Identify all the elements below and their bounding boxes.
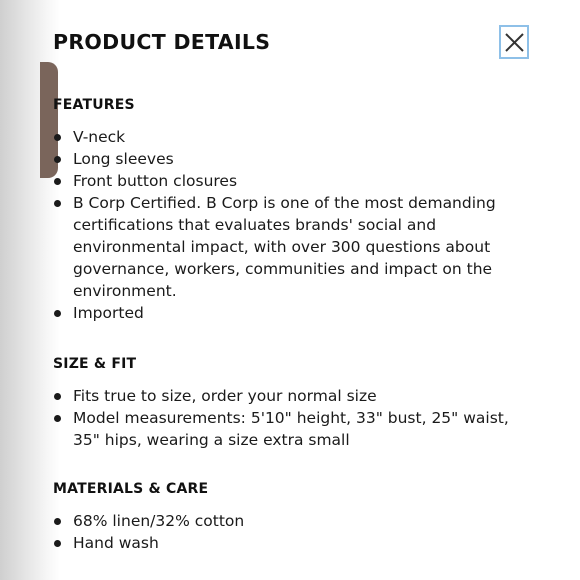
materials-care-list <box>53 510 523 554</box>
list-item-text: Long sleeves <box>73 150 174 168</box>
bullet-icon <box>54 134 61 141</box>
bullet-icon <box>54 415 61 422</box>
bullet-icon <box>54 178 61 185</box>
close-x-icon <box>505 33 524 52</box>
bullet-icon <box>54 518 61 525</box>
list-item <box>53 148 523 170</box>
list-item-text: V-neck <box>73 128 126 146</box>
bullet-icon <box>54 200 61 207</box>
bullet-icon <box>54 310 61 317</box>
bullet-icon <box>54 156 61 163</box>
list-item-text: 68% linen/32% cotton <box>73 512 245 530</box>
features-list <box>53 126 523 324</box>
size-fit-list <box>53 385 523 451</box>
list-item-text: Fits true to size, order your normal size <box>73 387 377 405</box>
materials-care-heading: MATERIALS & CARE <box>53 481 209 497</box>
features-heading: FEATURES <box>53 97 135 113</box>
list-item-text: Imported <box>73 304 144 322</box>
list-item-text: Hand wash <box>73 534 159 552</box>
product-details-panel <box>53 0 580 580</box>
list-item <box>53 170 523 192</box>
page-title: PRODUCT DETAILS <box>53 30 271 54</box>
bullet-icon <box>54 393 61 400</box>
size-fit-heading: SIZE & FIT <box>53 356 137 372</box>
list-item-text: Model measurements: 5'10" height, 33" bust, 25" waist, 35" hips, wearing a size extra small <box>73 409 509 449</box>
bullet-icon <box>54 540 61 547</box>
list-item <box>53 532 523 554</box>
list-item <box>53 192 523 302</box>
list-item <box>53 385 523 407</box>
list-item-text: B Corp Certified. B Corp is one of the most demanding certifications that evaluates brands' social and environmental impact, with over 300 questions about governance, workers, communities and impact on the environment. <box>73 194 496 300</box>
list-item <box>53 302 523 324</box>
list-item <box>53 126 523 148</box>
list-item <box>53 407 523 451</box>
list-item <box>53 510 523 532</box>
list-item-text: Front button closures <box>73 172 238 190</box>
close-button[interactable] <box>499 25 529 59</box>
